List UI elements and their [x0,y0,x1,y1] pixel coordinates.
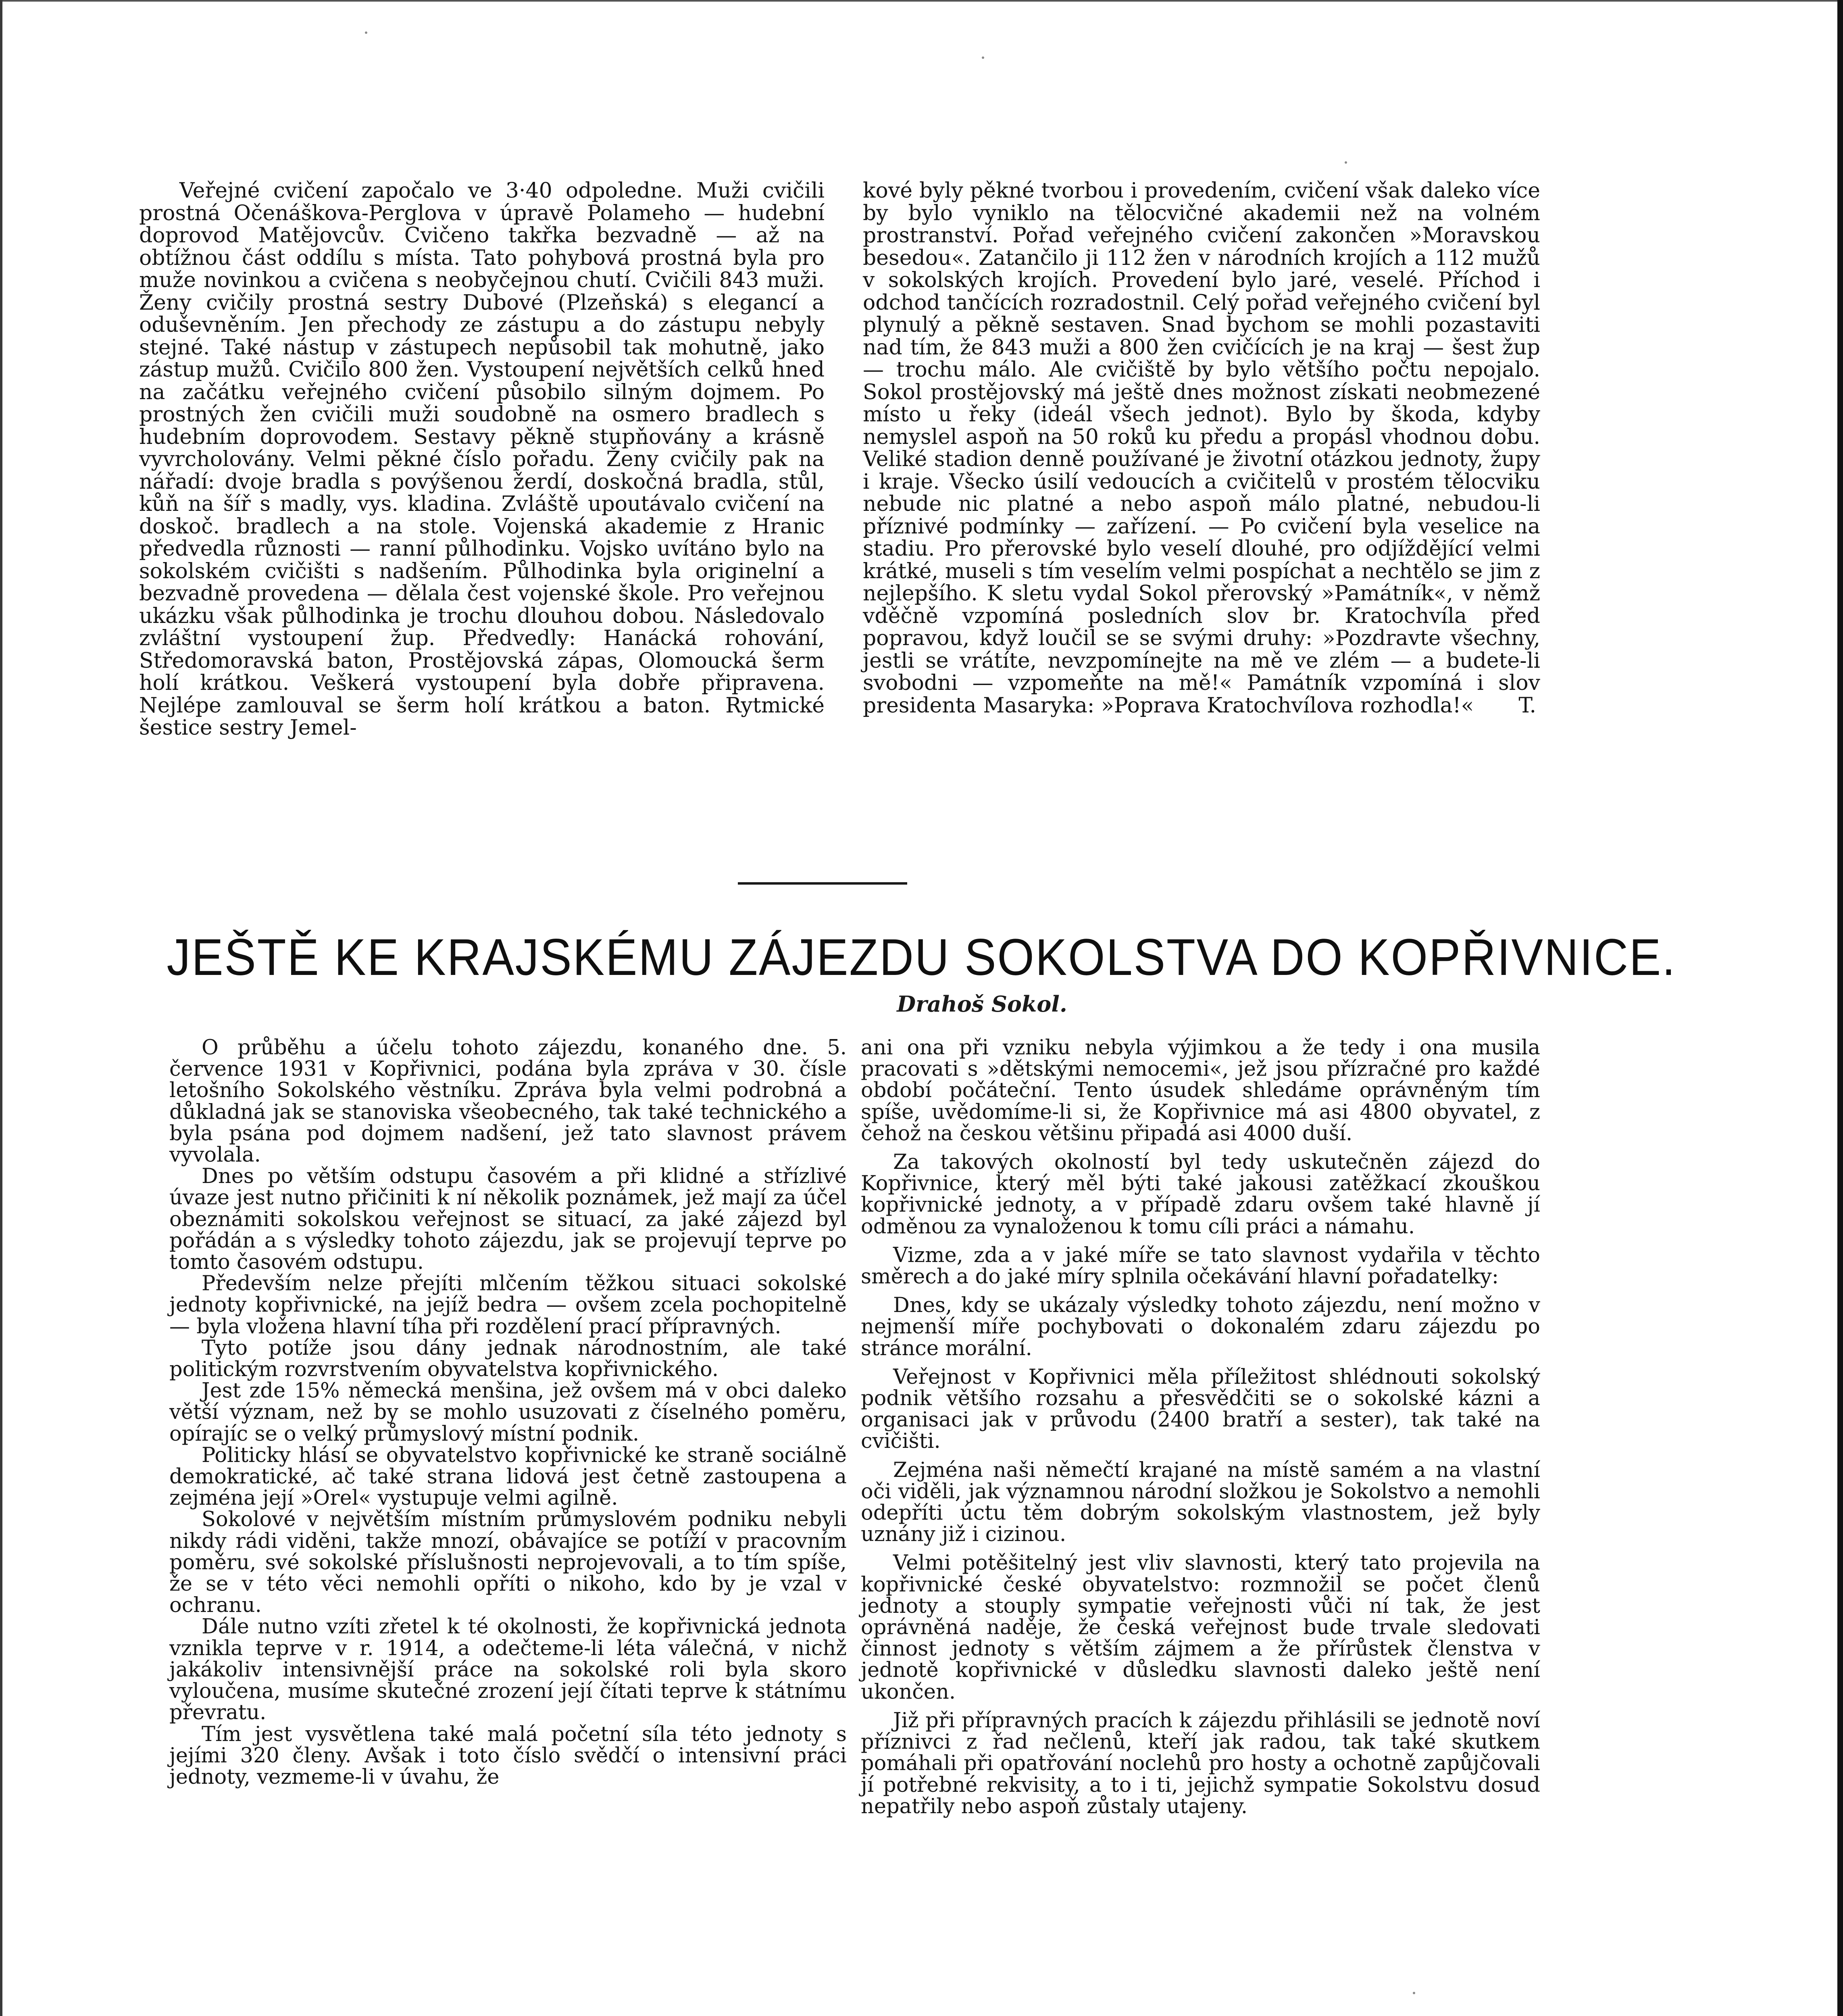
report-left-column [139,180,825,857]
scan-speck [365,31,367,34]
report-right-column [863,180,1540,857]
article-paragraph: O průběhu a účelu tohoto zájezdu, konaného dne. 5. července 1931 v Kopřivnici, podána byla zpráva v 30. čísle letošního Sokolského věstníku. Zpráva byla velmi podrobná a důkladná jak se stanoviska všeobecného, tak také technického a byla psána pod dojmem nadšení, jež tato slavnost právem vyvolala. [169,1036,847,1167]
article-paragraph: Jest zde 15% německá menšina, jež ovšem má v obci daleko větší význam, než by se mohlo usuzovati z číselného poměru, opírajíc se o velký průmyslový místní podnik. [169,1379,847,1446]
scan-edge-top [0,0,1843,2]
article-paragraph: Velmi potěšitelný jest vliv slavnosti, který tato projevila na kopřivnické české obyvatelstvo: rozmnožil se počet členů jednoty a stouply sympatie veřejnosti vůči ní tak, že jest oprávněná naděje, že česká veřejnost bude trvale sledovati činnost jednoty s větším zájmem a že přírůstek členstva v jednotě kopřivnické v důsledku slavnosti daleko ještě není ukončen. [861,1551,1540,1704]
report-signature: T. [1518,693,1536,718]
article-paragraph: Tyto potíže jsou dány jednak národnostním, ale také politickým rozvrstvením obyvatelstva kopřivnického. [169,1336,847,1382]
scan-speck [1413,1992,1415,1994]
scan-speck [1345,161,1347,164]
article-paragraph: Veřejnost v Kopřivnici měla příležitost shlédnouti sokolský podnik většího rozsahu a přesvědčiti se o sokolské kázni a organisaci jak v průvodu (2400 bratří a sester), tak také na cvičišti. [861,1365,1540,1454]
scan-speck [982,56,984,59]
article-paragraph: Především nelze přejíti mlčením těžkou situaci sokolské jednoty kopřivnické, na jejíž bedra — ovšem zcela pochopitelně — byla vložena hlavní tíha při rozdělení prací přípravných. [169,1272,847,1339]
article-paragraph: Dnes po větším odstupu časovém a při klidné a střízlivé úvaze jest nutno přičiniti k ní několik poznámek, jež mají za účel obeznámiti sokolskou veřejnost se situací, za jaké zájezd byl pořádán a s výsledky tohoto zájezdu, jak se projevují teprve po tomto časovém odstupu. [169,1164,847,1275]
article-right-column [861,1037,1540,2009]
report-right-body: kové byly pěkné tvorbou i provedením, cvičení však daleko více by bylo vyniklo na tělocvičné akademii než na volném prostranství. Pořad veřejného cvičení zakončen »Moravskou besedou«. Zatančilo ji 112 žen v národních krojích a 112 mužů v sokolských krojích. Provedení bylo jaré, veselé. Příchod i odchod tančících rozradostnil. Celý pořad veřejného cvičení byl plynulý a pěkně sestaven. Snad bychom se mohli pozastaviti nad tím, že 843 muži a 800 žen cvičících je na kraj — šest žup — trochu málo. Ale cvičiště by bylo většího počtu nepojalo. Sokol prostějovský má ještě dnes možnost získati neobmezené místo u řeky (ideál všech jednot). Bylo by škoda, kdyby nemyslel aspoň na 50 roků ku předu a propásl vhodnou dobu. Veliké stadion denně používané je životní otázkou jednoty, župy i kraje. Všecko úsilí vedoucích a cvičitelů v prostém tělocviku nebude nic platné a nebo aspoň málo platné, nebudou-li příznivé podmínky — zařízení. — Po cvičení byla veselice na stadiu. Pro přerovské bylo veselí dlouhé, pro odjíždějící velmi krátké, museli s tím veselím velmi pospíchat a nechtělo se jim z nejlepšího. K sletu vydal Sokol přerovský »Památník«, v němž vděčně vzpomíná posledních slov br. Kratochvíla před popravou, když loučil se se svými druhy: »Pozdravte všechny, jestli se vrátíte, nevzpomínejte na mě ve zlém — a budete-li svobodni — vzpomeňte na mě!« Památník vzpomíná i slov presidenta Masaryka: »Poprava Kratochvílova rozhodla!« [863,179,1540,718]
report-left-text: Veřejné cvičení započalo ve 3·40 odpoledne. Muži cvičili prostná Očenáškova-Perglova v úpravě Polameho — hudební doprovod Matějovcův. Cvičeno takřka bezvadně — až na obtížnou část oddílu s místa. Tato pohybová prostná byla pro muže novinkou a cvičena s neobyčejnou chutí. Cvičili 843 muži. Ženy cvičily prostná sestry Dubové (Plzeňská) s elegancí a oduševněním. Jen přechody ze zástupu a do zástupu nebyly stejné. Také nástup v zástupech nepůsobil tak mohutně, jako zástup mužů. Cvičilo 800 žen. Vystoupení největších celků hned na začátku veřejného cvičení působilo silným dojmem. Po prostných žen cvičili muži soudobně na osmero bradlech s hudebním doprovodem. Sestavy pěkně stupňovány a krásně vyvrcholovány. Velmi pěkné číslo pořadu. Ženy cvičily pak na nářadí: dvoje bradla s povýšenou žerdí, doskočná bradla, stůl, kůň na šíř s madly, vys. kladina. Zvláště upoutávalo cvičení na doskoč. bradlech a na stole. Vojenská akademie z Hranic předvedla různosti — ranní půlhodinku. Vojsko uvítáno bylo na sokolském cvičišti s nadšením. Půlhodinka byla originelní a bezvadně provedena — dělala čest vojenské škole. Pro veřejnou ukázku však půlhodinka je trochu dlouhou dobou. Následovalo zvláštní vystoupení žup. Předvedly: Hanácká rohování, Středomoravská baton, Prostějovská zápas, Olomoucká šerm holí krátkou. Veškerá vystoupení byla dobře připravena. Nejlépe zamlouval se šerm holí krátkou a baton. Rytmické šestice sestry Jemel- [139,179,825,740]
article-paragraph: Sokolové v největším místním průmyslovém podniku nebyli nikdy rádi viděni, takže mnozí, obávajíce se potíží v pracovním poměru, své sokolské příslušnosti neprojevovali, a to tím spíše, že se v této věci nemohli opříti o nikoho, kdo by je vzal v ochranu. [169,1508,847,1618]
article-paragraph: Vizme, zda a v jaké míře se tato slavnost vydařila v těchto směrech a do jaké míry splnila očekávání hlavní pořadatelky: [861,1243,1540,1289]
article-paragraph: Tím jest vysvětlena také malá početní síla této jednoty s jejími 320 členy. Avšak i toto číslo svědčí o intensivní práci jednoty, vezmeme-li v úvahu, že [169,1722,847,1789]
article-byline: Drahoš Sokol. [897,991,1067,1017]
article-left-column [169,1037,847,2009]
article-paragraph: Již při přípravných pracích k zájezdu přihlásili se jednotě noví příznivci z řad nečlenů, kteří jak radou, tak také skutkem pomáhali při opatřování noclehů pro hosty a ochotně zapůjčovali jí potřebné rekvisity, a to i ti, jejichž sympatie Sokolstvu dosud nepatřily nebo aspoň zůstaly utajeny. [861,1708,1540,1818]
article-paragraph: Dále nutno vzíti zřetel k té okolnosti, že kopřivnická jednota vznikla teprve v r. 1914, a odečteme-li léta válečná, v nichž jakákoliv intensivnější práce na sokolské roli byla skoro vyloučena, musíme skutečné zrození její čítati teprve k státnímu převratu. [169,1615,847,1725]
article-paragraph: Dnes, kdy se ukázaly výsledky tohoto zájezdu, není možno v nejmenší míře pochybovati o dokonalém zdaru zájezdu po stránce morální. [861,1293,1540,1360]
article-paragraph: ani ona při vzniku nebyla výjimkou a že tedy i ona musila pracovati s »dětskými nemocemi«, jež jsou přízračné pro každé období počáteční. Tento úsudek shledáme oprávněným tím spíše, uvědomíme-li si, že Kopřivnice má asi 4800 obyvatel, z čehož na českou většinu připadá asi 4000 duší. [861,1036,1540,1145]
article-headline: JEŠTĚ KE KRAJSKÉMU ZÁJEZDU SOKOLSTVA DO KOPŘIVNICE. [167,929,1676,986]
article-paragraph: Politicky hlásí se obyvatelstvo kopřivnické ke straně sociálně demokratické, ač také strana lidová jest četně zastoupena a zejména její »Orel« vystupuje velmi agilně. [169,1443,847,1510]
article-paragraph: Za takových okolností byl tedy uskutečněn zájezd do Kopřivnice, který měl býti také jakousi zatěžkací zkouškou kopřivnické jednoty, a v případě zdaru ovšem také hlavně jí odměnou za vynaloženou k tomu cíli práci a námahu. [861,1150,1540,1239]
section-divider [738,882,907,885]
report-right-text [863,180,1540,717]
article-paragraph: Zejména naši němečtí krajané na místě samém a na vlastní oči viděli, jak významnou národní složkou je Sokolstvo a nemohli odepříti úctu těm dobrým sokolským vlastnostem, jež byly uznány již i cizinou. [861,1458,1540,1547]
